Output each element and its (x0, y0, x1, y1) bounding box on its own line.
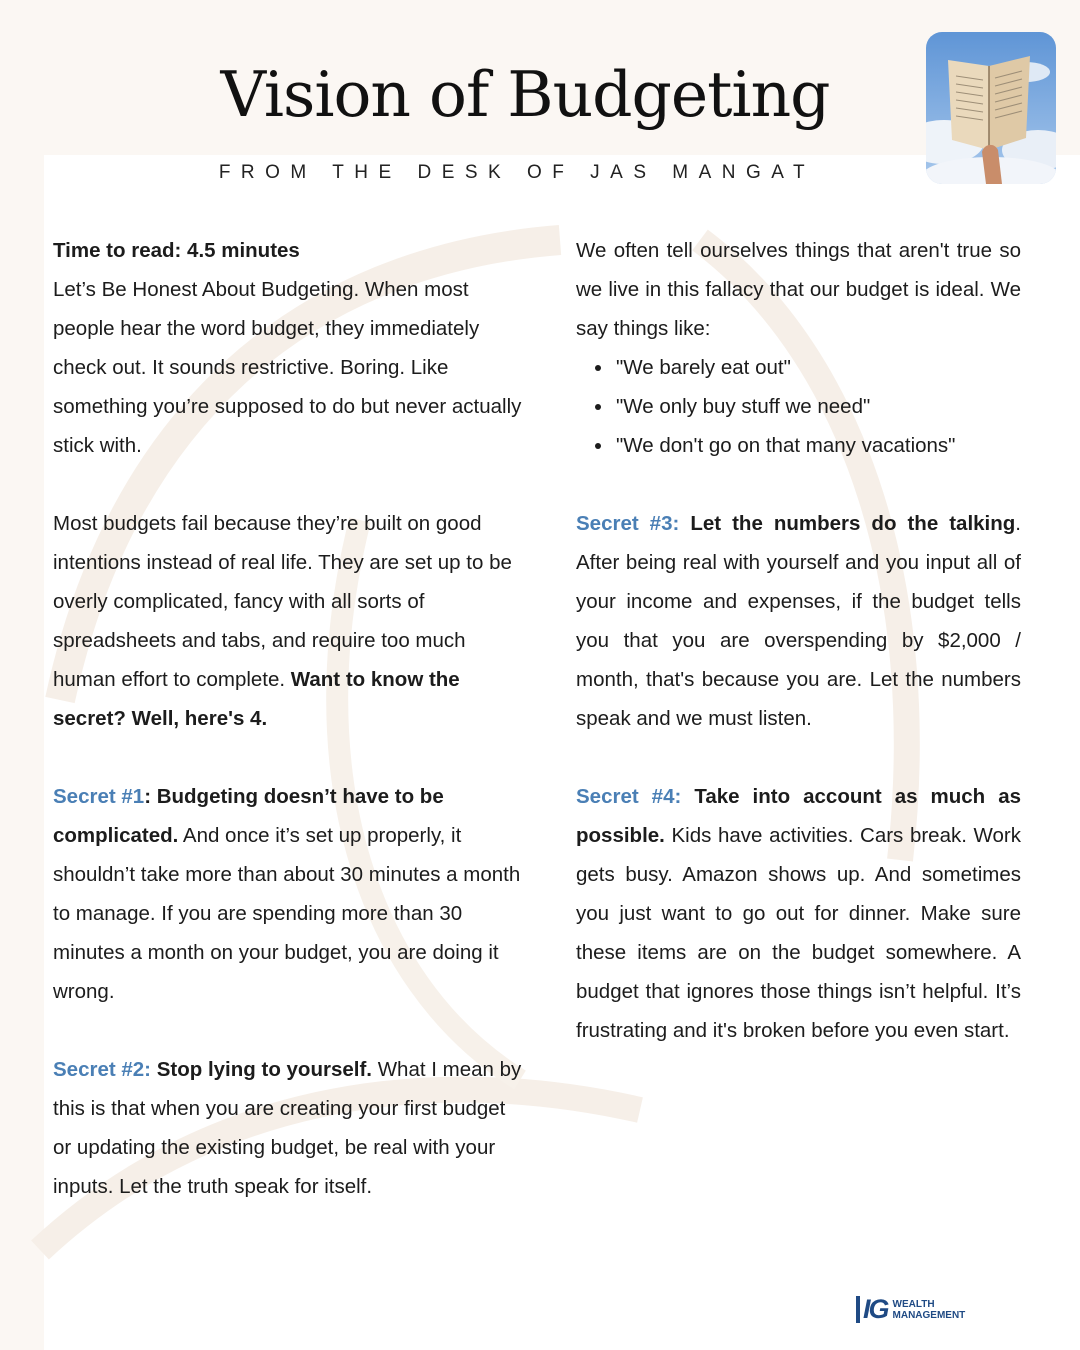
secret-2-paragraph: Secret #2: Stop lying to yourself. What I mean by this is that when you are creating your first budget or updating the existing budget, be real with your inputs. Let the truth speak for itself. (53, 1058, 522, 1198)
secret-4-title: Take into account as much as possible. (576, 785, 1022, 847)
secret-4-label: Secret #4: (576, 785, 682, 808)
secret-2-title: Stop lying to yourself. (156, 1058, 372, 1081)
book-photo (926, 32, 1056, 184)
secret-1-paragraph: Secret #1: Budgeting doesn’t have to be complicated. And once it’s set up properly, it shouldn’t take more than about 30 minutes a month to manage. If you are spending more than 30 minutes a month on your budget, you are doing it wrong. (53, 785, 521, 1003)
list-item: • "We only buy stuff we need" (614, 387, 1021, 426)
secret-1-title: : Budgeting doesn’t have to be complicated. (53, 785, 444, 847)
ig-logo-mark: IG (856, 1296, 888, 1323)
book-in-sky-image (926, 32, 1056, 184)
fail-paragraph: Most budgets fail because they’re built on good intentions instead of real life. They are set up to be overly complicated, fancy with all sorts of spreadsheets and tabs, and require too much human effort to complete. Want to know the secret? Well, here's 4. (53, 512, 512, 730)
secret-3-label: Secret #3: (576, 512, 680, 535)
fallacy-paragraph: We often tell ourselves things that aren't true so we live in this fallacy that our budget is ideal. We say things like: (576, 239, 1021, 340)
logo-wordmark: WEALTH MANAGEMENT (892, 1298, 966, 1321)
list-item: • "We don't go on that many vacations" (614, 426, 1021, 465)
secret-1-label: Secret #1 (53, 785, 145, 808)
list-item: • "We barely eat out" (614, 348, 1021, 387)
read-time: Time to read: 4.5 minutes (53, 239, 300, 262)
secret-3-paragraph: Secret #3: Let the numbers do the talking. After being real with yourself and you input all of your income and expenses, if the budget tells you that you are overspending by $2,000 / month, that's because you are. Let the numbers speak and we must listen. (576, 512, 1021, 730)
fail-callout: Want to know the secret? Well, here's 4. (53, 668, 460, 730)
page-title: Vision of Budgeting (220, 58, 830, 131)
right-column (576, 231, 1021, 1050)
secret-3-title: Let the numbers do the talking (690, 512, 1016, 535)
ig-wealth-logo (856, 1296, 965, 1323)
secret-4-paragraph: Secret #4: Take into account as much as possible. Kids have activities. Cars break. Work gets busy. Amazon shows up. And sometimes you just want to go out for dinner. Make sure these items are on the budget somewhere. A budget that ignores those things isn’t helpful. It’s frustrating and it's broken before you even start. (576, 785, 1022, 1042)
quote-list (576, 348, 1021, 465)
intro-paragraph: Let’s Be Honest About Budgeting. When most people hear the word budget, they immediately check out. It sounds restrictive. Boring. Like something you’re supposed to do but never actually stick with. (53, 278, 522, 457)
left-column (53, 231, 523, 1206)
author-subtitle: FROM THE DESK OF JAS MANGAT (218, 162, 816, 183)
secret-2-label: Secret #2: (53, 1058, 152, 1081)
